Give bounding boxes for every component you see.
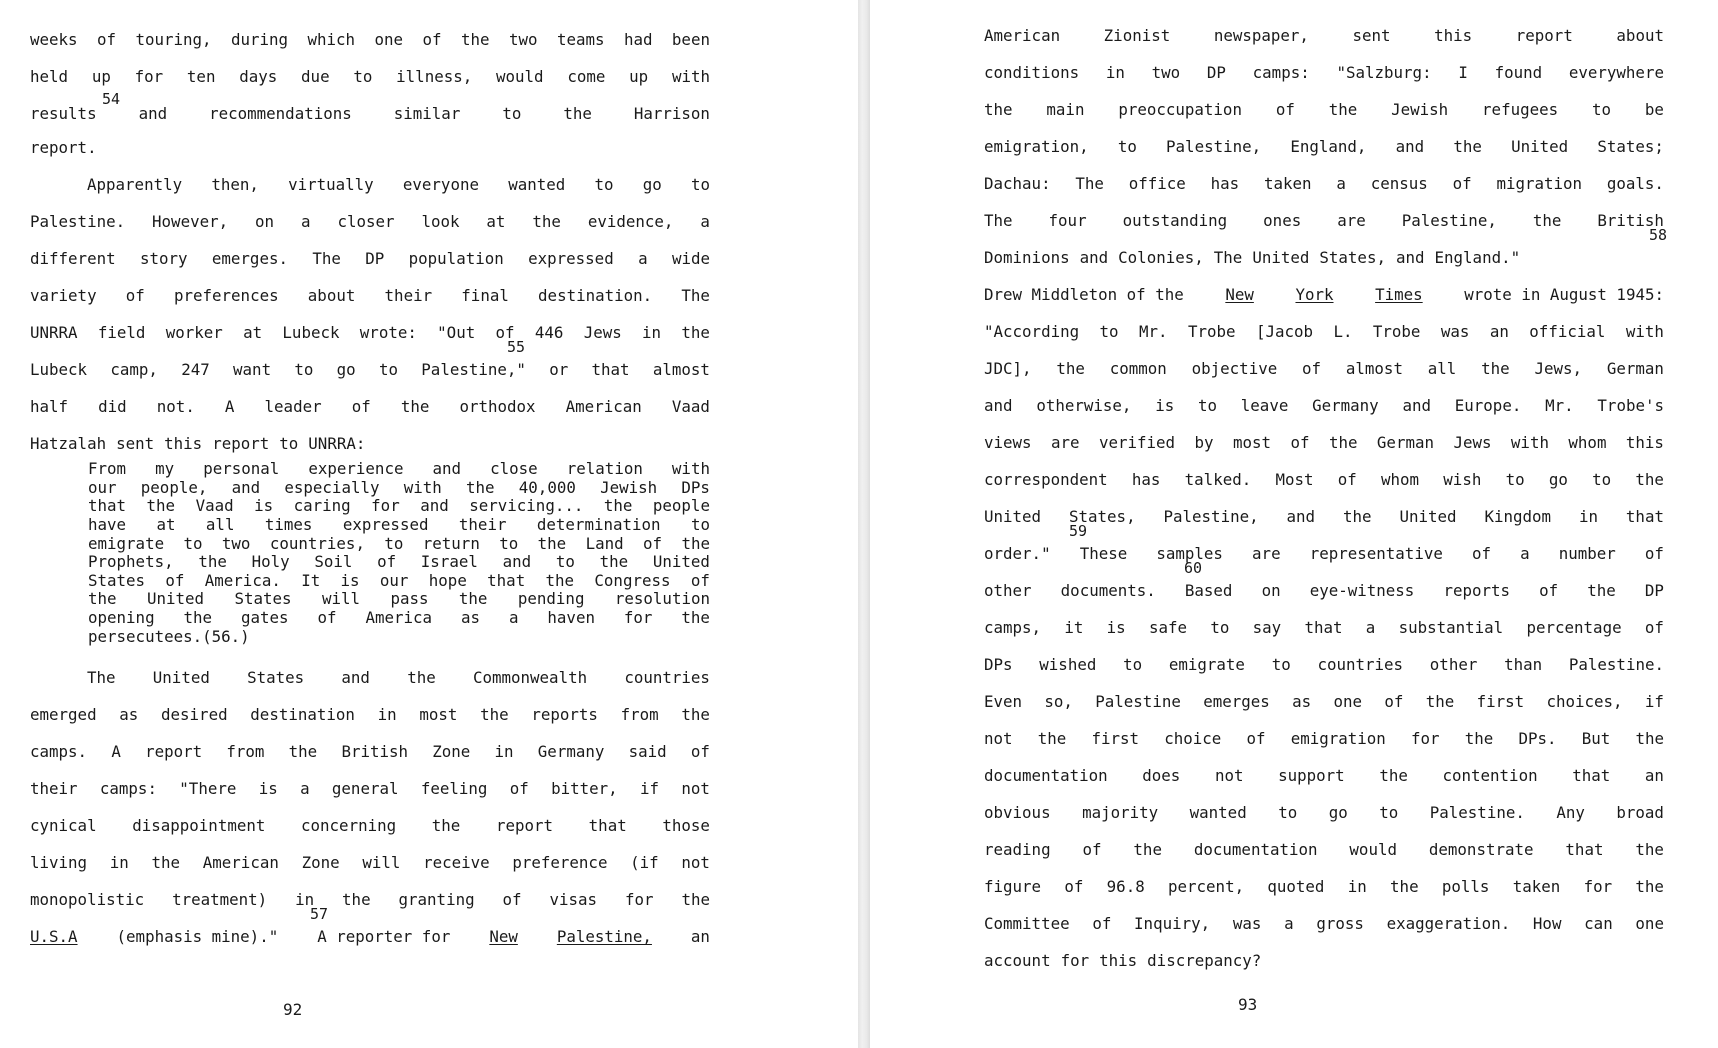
right-page: [870, 0, 1718, 1048]
text-line: "According to Mr. Trobe [Jacob L. Trobe was an official with: [984, 322, 1664, 341]
underlined-text: U.S.A: [30, 926, 78, 946]
quote-line: States of America. It is our hope that the Congress of: [88, 570, 710, 590]
text-line: account for this discrepancy?: [984, 951, 1262, 970]
text-line: half did not. A leader of the orthodox American Vaad: [30, 397, 710, 416]
quote-line: opening the gates of America as a haven for the: [88, 608, 710, 628]
text-line: documentation does not support the contention that an: [984, 766, 1664, 785]
left-page-text: [30, 12, 710, 946]
page-number: 92: [283, 1000, 303, 1019]
text-line: not the first choice of emigration for the DPs. But the: [984, 729, 1664, 748]
text-line: figure of 96.8 percent, quoted in the polls taken for the: [984, 877, 1664, 896]
quote-line: the United States will pass the pending resolution: [88, 589, 710, 609]
underlined-text: Times: [1375, 285, 1423, 304]
text-line: camps, it is safe to say that a substantial percentage of: [984, 618, 1664, 637]
quote-line: From my personal experience and close relation with: [88, 459, 710, 479]
underlined-text: New: [1225, 285, 1254, 304]
text-line: UNRRA field worker at Lubeck wrote: "Out of 446 Jews in the: [30, 323, 710, 342]
quote-line: that the Vaad is caring for and servicing... the people: [88, 496, 710, 516]
text-line: emigration, to Palestine, England, and the United States;: [984, 137, 1664, 156]
quote-line: have at all times expressed their determination to: [88, 515, 710, 535]
block-quote: [30, 460, 710, 646]
footnote-57: 57: [310, 904, 329, 923]
quote-line: persecutees.(56.): [88, 626, 250, 646]
text-line: JDC], the common objective of almost all the Jews, German: [984, 359, 1664, 378]
text-line: their camps: "There is a general feeling of bitter, if not: [30, 778, 710, 798]
left-page: [0, 0, 858, 1048]
text-line: U.S.A (emphasis mine)." A reporter for New Palestine, an: [30, 926, 710, 946]
text-line: DPs wished to emigrate to countries other than Palestine.: [984, 655, 1664, 674]
text-line: Even so, Palestine emerges as one of the first choices, if: [984, 692, 1664, 711]
footnote-55: 55: [507, 338, 526, 356]
text-line: order." These samples are representative of a number of: [984, 544, 1664, 563]
underlined-text: New: [489, 926, 518, 946]
text-line: conditions in two DP camps: "Salzburg: I found everywhere: [984, 63, 1664, 82]
quote-line: our people, and especially with the 40,000 Jewish DPs: [88, 477, 710, 497]
text-line: and otherwise, is to leave Germany and Europe. Mr. Trobe's: [984, 396, 1664, 415]
quote-line: Prophets, the Holy Soil of Israel and to the United: [88, 552, 710, 572]
page-gutter: [858, 0, 870, 1048]
text-line: cynical disappointment concerning the report that those: [30, 815, 710, 835]
text-line: reading of the documentation would demonstrate that the: [984, 840, 1664, 859]
text-line: Lubeck camp, 247 want to go to Palestine," or that almost: [30, 360, 710, 379]
text-line: The United States and the Commonwealth countries: [87, 667, 710, 687]
text-line: United States, Palestine, and the United Kingdom in that: [984, 507, 1664, 526]
text-line: Dominions and Colonies, The United States, and England.": [984, 248, 1521, 267]
text-line: Dachau: The office has taken a census of migration goals.: [984, 174, 1664, 193]
text-line: living in the American Zone will receive preference (if not: [30, 852, 710, 872]
footnote-54: 54: [102, 90, 121, 108]
quote-line: emigrate to two countries, to return to the Land of the: [88, 533, 710, 553]
text-line: The four outstanding ones are Palestine, the British: [984, 211, 1664, 230]
text-line: the main preoccupation of the Jewish refugees to be: [984, 100, 1664, 119]
footnote-59: 59: [1069, 522, 1088, 540]
text-line: American Zionist newspaper, sent this report about: [984, 26, 1664, 45]
text-line: Committee of Inquiry, was a gross exaggeration. How can one: [984, 914, 1664, 933]
text-line: report.: [30, 138, 97, 157]
right-page-text: [984, 8, 1668, 970]
text-line: correspondent has talked. Most of whom wish to go to the: [984, 470, 1664, 489]
text-line: Palestine. However, on a closer look at the evidence, a: [30, 212, 710, 231]
text-line: results and recommendations similar to the Harrison: [30, 104, 710, 123]
text-line: different story emerges. The DP population expressed a wide: [30, 249, 710, 268]
text-line: Drew Middleton of the New York Times wrote in August 1945:: [984, 285, 1664, 304]
page-number: 93: [1238, 995, 1258, 1014]
text-line: obvious majority wanted to go to Palestine. Any broad: [984, 803, 1664, 822]
text-line: emerged as desired destination in most the reports from the: [30, 704, 710, 724]
text-line: views are verified by most of the German Jews with whom this: [984, 433, 1664, 452]
text-line: weeks of touring, during which one of the two teams had been: [30, 30, 710, 49]
text-line: monopolistic treatment) in the granting of visas for the: [30, 889, 710, 909]
text-line: Apparently then, virtually everyone wanted to go to: [87, 175, 710, 194]
text-line: variety of preferences about their final destination. The: [30, 286, 710, 305]
footnote-60: 60: [1184, 559, 1203, 577]
text-line: Hatzalah sent this report to UNRRA:: [30, 434, 366, 453]
text-line: camps. A report from the British Zone in Germany said of: [30, 741, 710, 761]
underlined-text: Palestine,: [556, 926, 652, 946]
text-line: held up for ten days due to illness, would come up with: [30, 67, 710, 86]
footnote-58: 58: [1649, 226, 1668, 244]
underlined-text: York: [1295, 285, 1334, 304]
text-line: other documents. Based on eye-witness reports of the DP: [984, 581, 1664, 600]
